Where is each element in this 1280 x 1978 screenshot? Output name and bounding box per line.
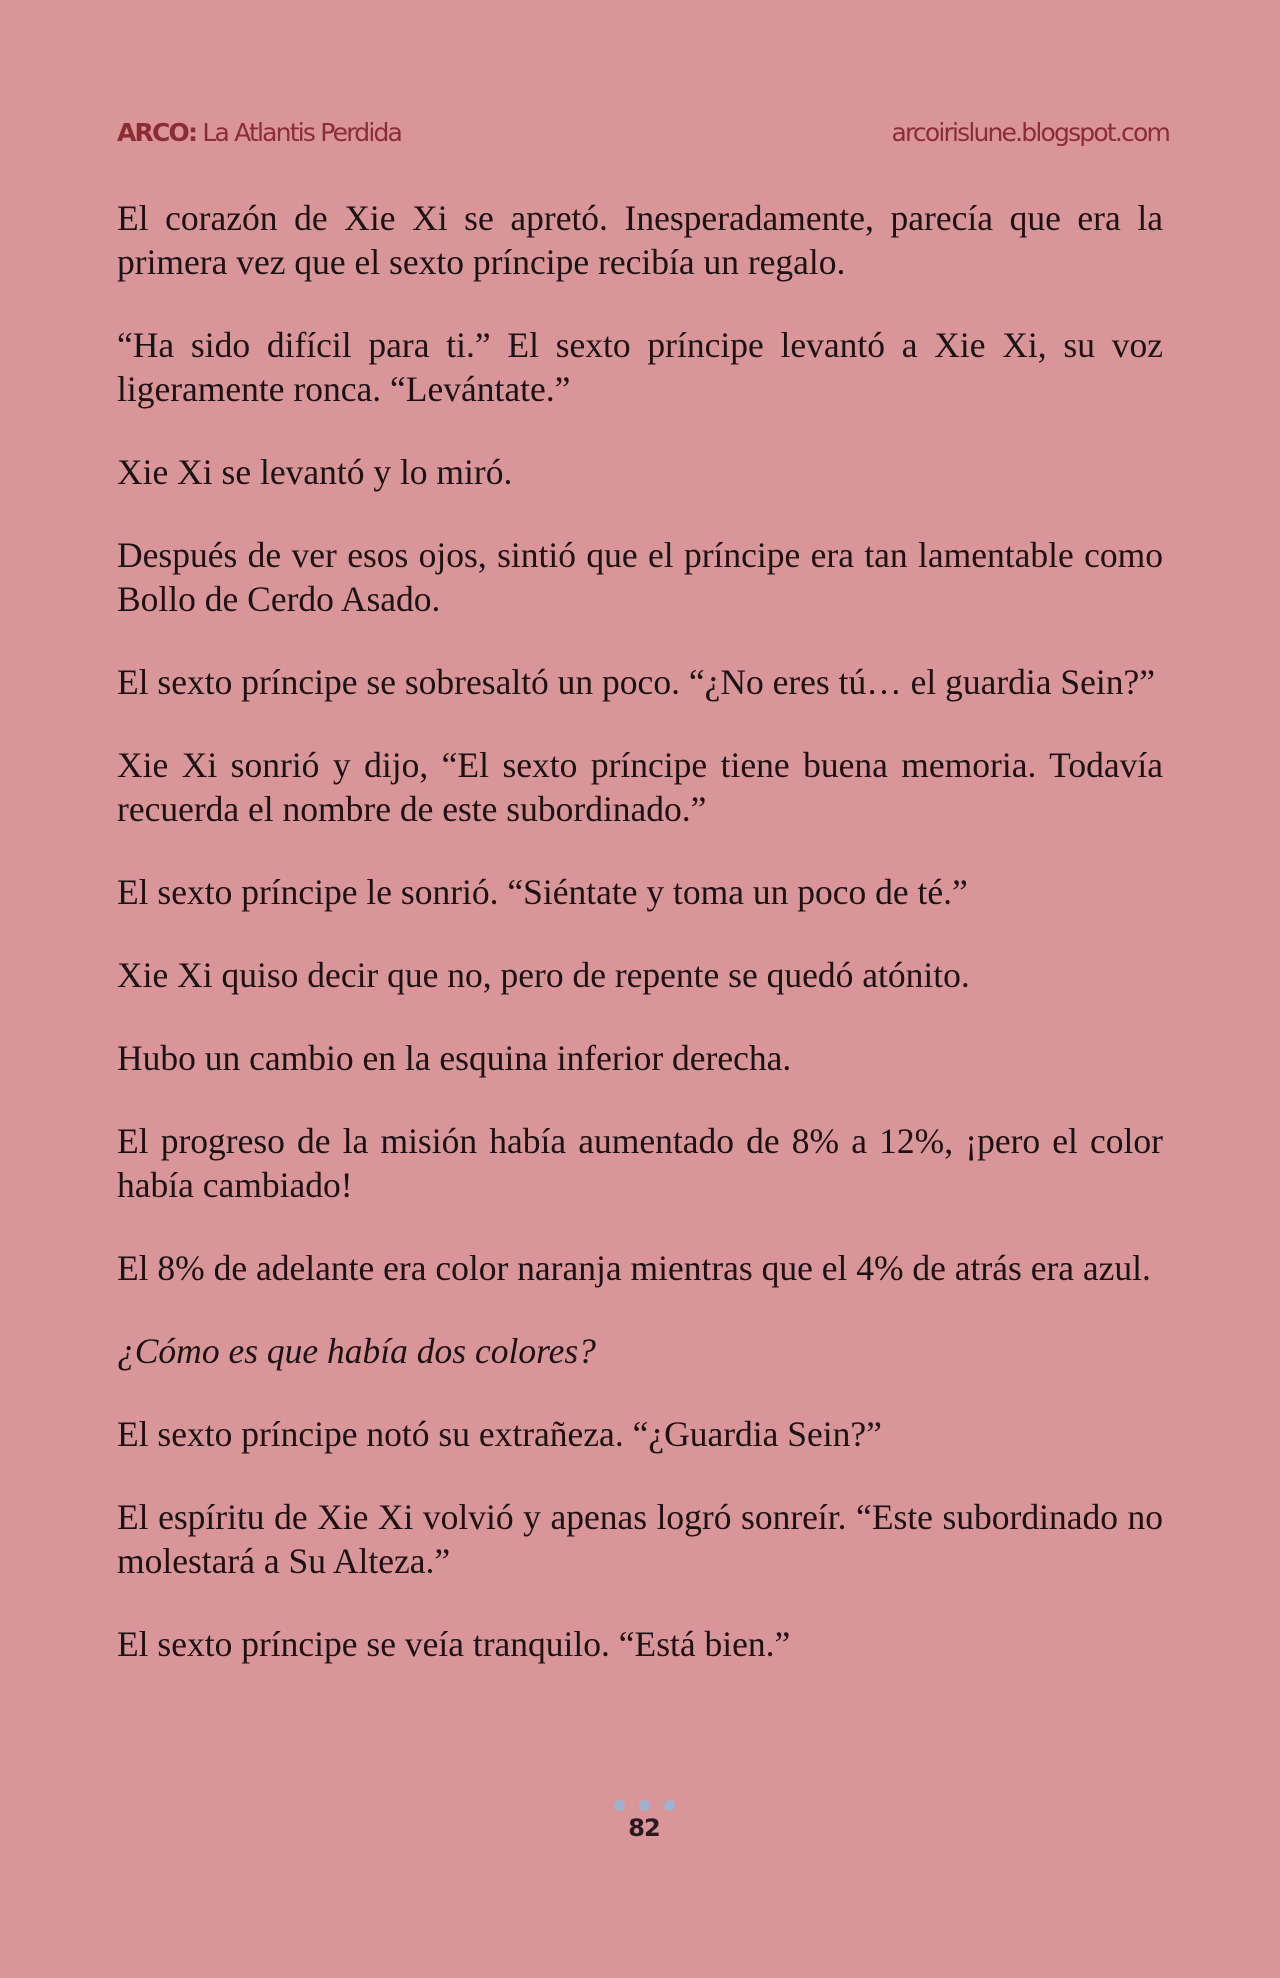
paragraph: Xie Xi sonrió y dijo, “El sexto príncipe tiene buena memoria. Todavía recuerda el nombre de este subordinado.” [117,745,1163,829]
header-book-title [117,118,401,147]
paragraph: El 8% de adelante era color naranja mientras que el 4% de atrás era azul. [117,1248,1151,1288]
ornament-dot-icon [664,1800,675,1811]
paragraph: El progreso de la misión había aumentado de 8% a 12%, ¡pero el color había cambiado! [117,1121,1163,1205]
header-title-text: La Atlantis Perdida [196,118,402,147]
paragraph: Después de ver esos ojos, sintió que el príncipe era tan lamentable como Bollo de Cerdo Asado. [117,535,1163,619]
page-number: 82 [628,1814,660,1842]
paragraph: El sexto príncipe le sonrió. “Siéntate y toma un poco de té.” [117,872,968,912]
paragraph: El sexto príncipe se sobresaltó un poco. “¿No eres tú… el guardia Sein?” [117,662,1156,702]
paragraph: El corazón de Xie Xi se apretó. Inesperadamente, parecía que era la primera vez que el sexto príncipe recibía un regalo. [117,198,1163,282]
ornament-dot-icon [614,1800,625,1811]
footer-ornament [8,1800,1280,1812]
paragraph: Hubo un cambio en la esquina inferior derecha. [117,1038,792,1078]
header-series-abbr: ARCO: [117,118,197,147]
paragraph: El sexto príncipe se veía tranquilo. “Está bien.” [117,1624,791,1664]
running-header [117,118,1169,147]
paragraph: ¿Cómo es que había dos colores? [117,1331,596,1371]
paragraph: “Ha sido difícil para ti.” El sexto príncipe levantó a Xie Xi, su voz ligeramente ronca. “Levántate.” [117,325,1163,409]
paragraph: Xie Xi quiso decir que no, pero de repente se quedó atónito. [117,955,970,995]
paragraph: Xie Xi se levantó y lo miró. [117,452,513,492]
chapter-text [117,196,1163,1705]
page-footer [0,1800,1280,1842]
paragraph: El sexto príncipe notó su extrañeza. “¿Guardia Sein?” [117,1414,882,1454]
paragraph: El espíritu de Xie Xi volvió y apenas logró sonreír. “Este subordinado no molestará a Su Alteza.” [117,1497,1163,1581]
ornament-dot-icon [639,1800,650,1811]
header-site-url: arcoirislune.blogspot.com [891,118,1169,147]
